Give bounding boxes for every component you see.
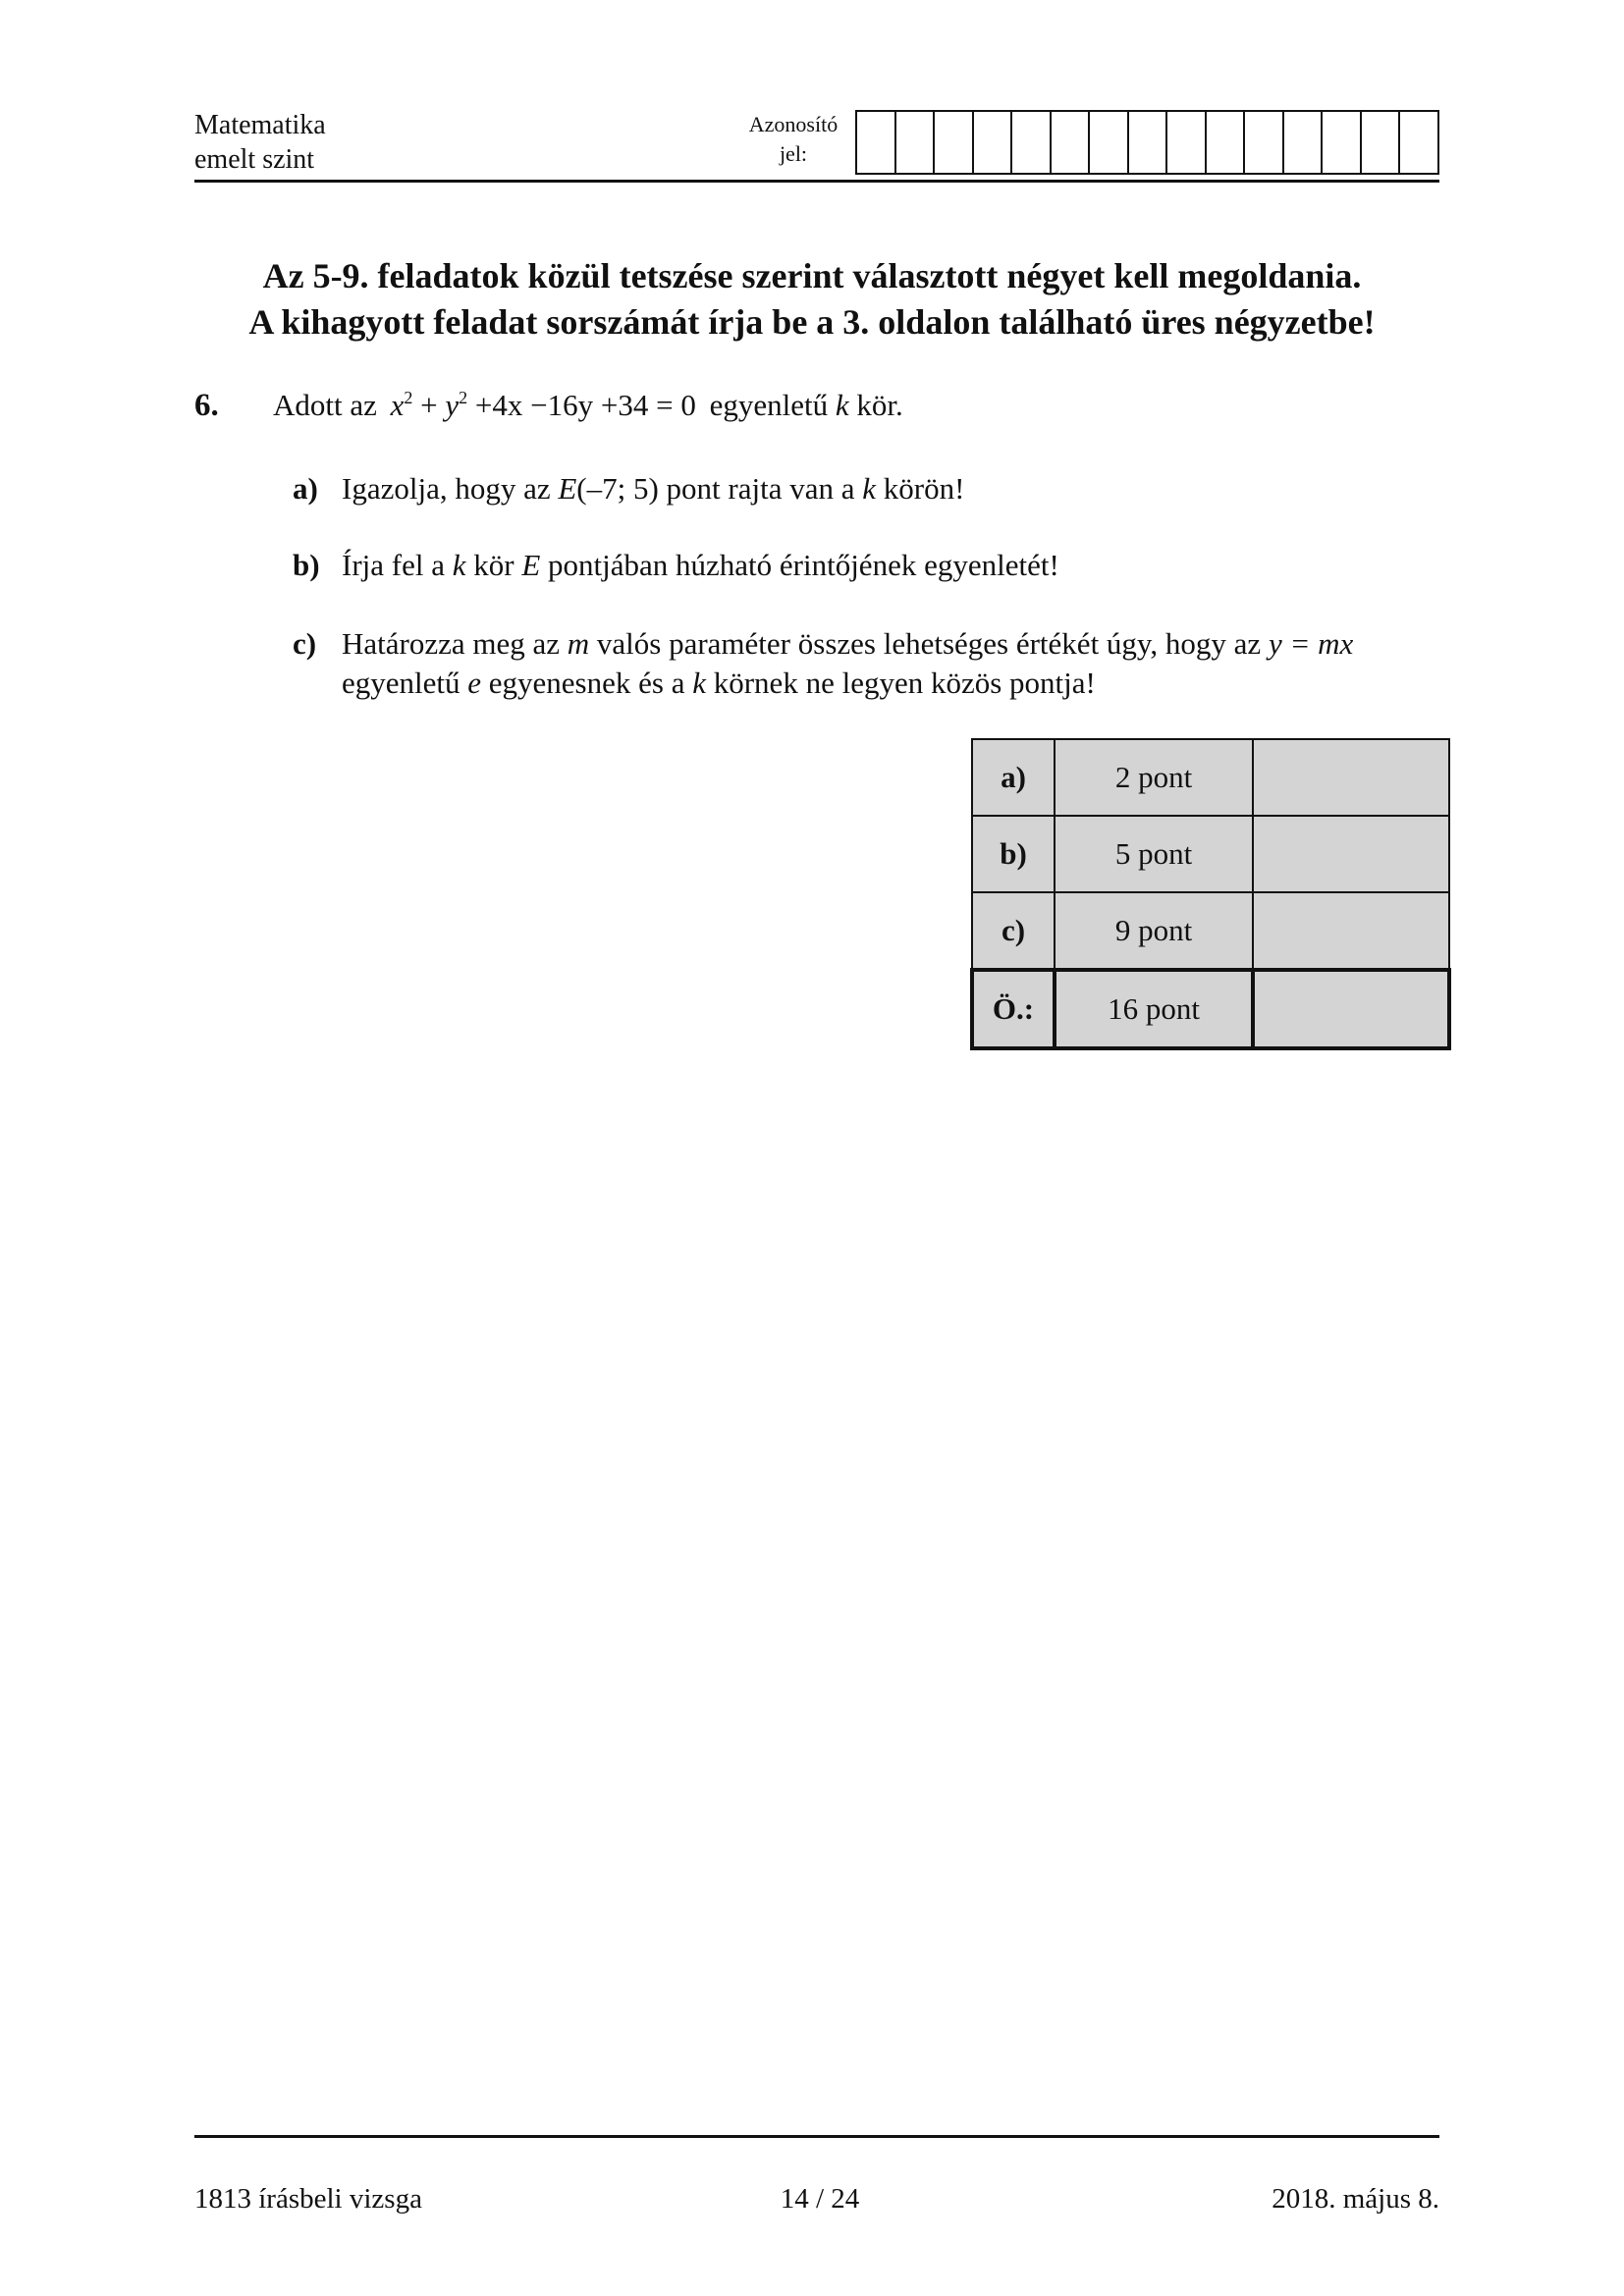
circle-equation: [391, 388, 696, 422]
text-run: egyenletű: [342, 666, 468, 700]
id-code-box[interactable]: [1167, 110, 1207, 175]
text-run: kör: [465, 548, 522, 582]
text-run: Igazolja, hogy az: [342, 471, 559, 506]
exam-level: emelt szint: [194, 144, 315, 175]
score-row-label: b): [972, 816, 1055, 892]
score-row: [972, 816, 1449, 892]
task-suffix: egyenletű: [709, 388, 829, 422]
task-number: 6.: [194, 388, 219, 423]
subtask-line: [342, 664, 1441, 703]
score-row-label: c): [972, 892, 1055, 970]
text-run: Írja fel a: [342, 548, 453, 582]
math-var: k: [692, 666, 706, 700]
id-code-box[interactable]: [1284, 110, 1324, 175]
subject-name: Matematika: [194, 110, 326, 140]
score-table: [970, 738, 1451, 1050]
math-var: e: [467, 666, 482, 700]
text-run: körön!: [876, 471, 965, 506]
text-run: (–7; 5) pont rajta van a: [576, 471, 863, 506]
id-code-box[interactable]: [855, 110, 896, 175]
text-run: valós paraméter összes lehetséges értékét úgy, hogy az: [589, 626, 1269, 661]
subtask-text: [342, 546, 1441, 585]
math-var: k: [862, 471, 877, 506]
eq-exponent: 2: [404, 388, 413, 407]
instructions-line2: A kihagyott feladat sorszámát írja be a 3. oldalon található üres négyzetbe!: [248, 302, 1376, 342]
score-earned-cell[interactable]: [1253, 816, 1449, 892]
id-code-box[interactable]: [974, 110, 1013, 175]
text-run: körnek ne legyen közös pontja!: [705, 666, 1096, 700]
score-max-points: 9 pont: [1055, 892, 1253, 970]
eq-exponent: 2: [459, 388, 468, 407]
score-earned-cell[interactable]: [1253, 892, 1449, 970]
id-code-box[interactable]: [1323, 110, 1362, 175]
subtask-line: [342, 624, 1441, 664]
subtask-label: b): [293, 548, 320, 582]
task-suffix-end: kör.: [856, 388, 903, 422]
header-subject-block: [194, 108, 326, 177]
id-code-box[interactable]: [1400, 110, 1439, 175]
subtask-text: [342, 624, 1441, 703]
score-total-earned-cell[interactable]: [1253, 970, 1449, 1048]
id-code-box[interactable]: [1090, 110, 1129, 175]
task-prefix: Adott az: [273, 388, 377, 422]
id-code-box[interactable]: [1052, 110, 1091, 175]
score-total-row: [972, 970, 1449, 1048]
subtask-label: a): [293, 471, 318, 506]
score-row: [972, 739, 1449, 816]
score-row-label: a): [972, 739, 1055, 816]
eq-op: +: [412, 388, 446, 422]
eq-var-y: y: [445, 388, 460, 422]
score-row: [972, 892, 1449, 970]
eq-var-x: x: [390, 388, 405, 422]
math-var: E: [558, 471, 577, 506]
text-run: egyenesnek és a: [481, 666, 693, 700]
id-code-box[interactable]: [896, 110, 936, 175]
id-code-box[interactable]: [1129, 110, 1168, 175]
footer-divider: [194, 2135, 1439, 2138]
id-code-box[interactable]: [1207, 110, 1246, 175]
footer-date: 2018. május 8.: [1272, 2183, 1439, 2215]
score-earned-cell[interactable]: [1253, 739, 1449, 816]
score-max-points: 5 pont: [1055, 816, 1253, 892]
id-label: [731, 110, 855, 169]
score-total-label: Ö.:: [972, 970, 1055, 1048]
id-code-box[interactable]: [1012, 110, 1052, 175]
header-divider: [194, 180, 1439, 183]
task-statement: [273, 388, 903, 423]
math-var: m: [567, 626, 590, 661]
footer-page-number: 14 / 24: [780, 2183, 860, 2215]
id-label-line2: jel:: [779, 141, 808, 166]
text-run: pontjában húzható érintőjének egyenletét!: [540, 548, 1059, 582]
subtask-text: [342, 469, 1441, 508]
id-code-box[interactable]: [1245, 110, 1284, 175]
id-code-box[interactable]: [1362, 110, 1401, 175]
math-var: E: [521, 548, 541, 582]
task-var-k: k: [835, 388, 849, 422]
score-total-points: 16 pont: [1055, 970, 1253, 1048]
math-expression: y = mx: [1268, 626, 1354, 661]
math-var: k: [452, 548, 466, 582]
eq-rest: +4x −16y +34 = 0: [467, 388, 696, 422]
text-run: Határozza meg az: [342, 626, 568, 661]
subtask-label: c): [293, 626, 317, 661]
instructions-line1: Az 5-9. feladatok közül tetszése szerint választott négyet kell megoldania.: [262, 256, 1362, 295]
score-max-points: 2 pont: [1055, 739, 1253, 816]
id-code-box[interactable]: [935, 110, 974, 175]
id-code-boxes: [855, 110, 1439, 173]
footer-exam-code: 1813 írásbeli vizsga: [194, 2183, 422, 2215]
instructions: [147, 253, 1477, 346]
id-label-line1: Azonosító: [748, 112, 839, 136]
